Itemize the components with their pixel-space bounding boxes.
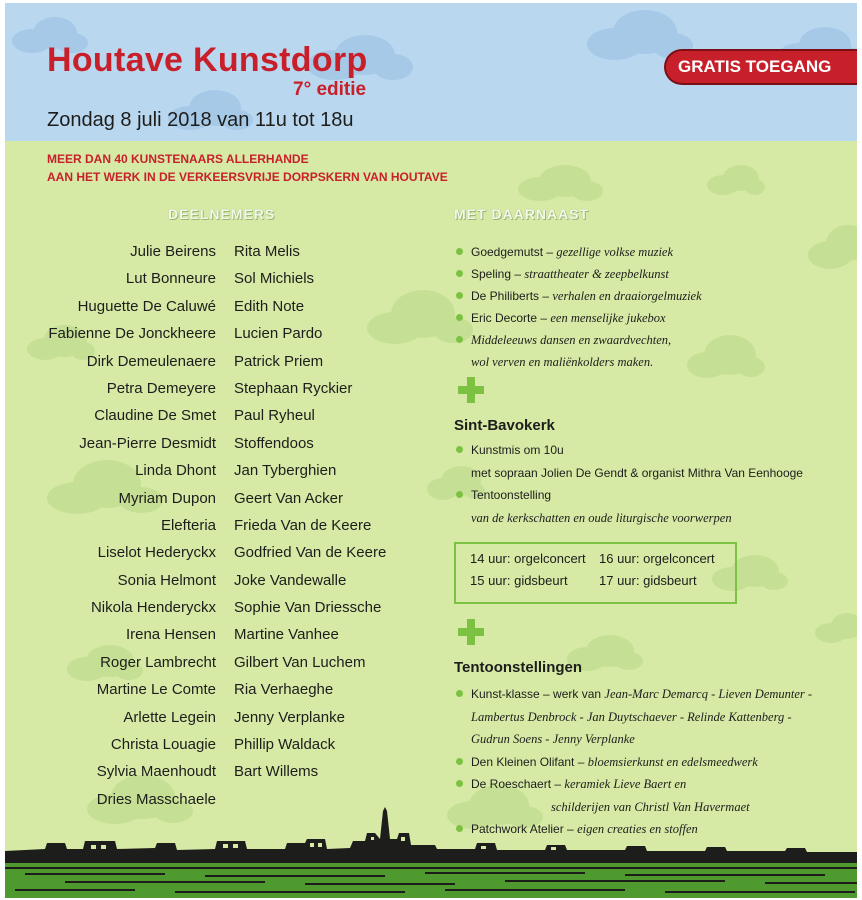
participant-name: Roger Lambrecht <box>100 653 216 671</box>
item-name: Speling <box>471 267 512 281</box>
participant-name: Paul Ryheul <box>234 407 315 425</box>
participant-name: Lut Bonneure <box>125 270 216 288</box>
cloud-icon <box>515 163 605 203</box>
schedule-entry: 17 uur: gidsbeurt <box>599 573 697 588</box>
participant-name: Lucien Pardo <box>234 325 323 343</box>
cloud-icon <box>813 611 857 646</box>
participant-name: Ria Verhaeghe <box>234 681 334 699</box>
participant-name: Bart Willems <box>234 763 319 781</box>
participant-name: Huguette De Caluwé <box>77 297 216 315</box>
participant-name: Jean-Pierre Desmidt <box>79 434 216 452</box>
list-item <box>455 307 855 329</box>
item-separator: – <box>551 777 565 791</box>
edition-label: 7° editie <box>293 79 367 100</box>
participant-name: Irena Hensen <box>125 626 216 644</box>
schedule-entry: 14 uur: orgelconcert <box>470 551 586 566</box>
bullet-icon <box>456 780 463 787</box>
item-separator: – <box>511 267 525 281</box>
item-description: Middeleeuws dansen en zwaardvechten, <box>471 333 672 347</box>
participant-name: Stoffendoos <box>234 434 314 452</box>
participant-name: Sylvia Maenhoudt <box>96 763 216 781</box>
participant-name: Jenny Verplanke <box>234 708 345 726</box>
item-separator: – <box>537 311 551 325</box>
participant-name: Linda Dhont <box>135 462 216 480</box>
participant-name: Gilbert Van Luchem <box>234 653 366 671</box>
item-name: De Roeschaert <box>471 777 552 791</box>
item-separator: – <box>543 245 557 259</box>
item-description: met sopraan Jolien De Gendt & organist Mithra Van Eenhooge <box>471 465 803 480</box>
intro-line-1: MEER DAN 40 KUNSTENAARS ALLERHANDE <box>47 152 309 166</box>
participant-name: Godfried Van de Keere <box>234 544 387 562</box>
item-description: gezellige volkse muziek <box>556 245 674 259</box>
list-item <box>455 263 855 285</box>
bullet-icon <box>456 270 463 277</box>
participant-name: Phillip Waldack <box>234 736 336 754</box>
participant-name: Claudine De Smet <box>94 407 216 425</box>
participant-name: Christa Louagie <box>110 736 216 754</box>
item-separator: – <box>563 822 578 836</box>
item-description: eigen creaties en stoffen <box>577 822 698 836</box>
participant-name: Stephaan Ryckier <box>234 379 353 397</box>
participant-name: Geert Van Acker <box>234 489 343 507</box>
item-description: Lambertus Denbrock - Jan Duytschaever - Relinde Kattenberg - <box>471 709 792 724</box>
plus-icon <box>456 375 486 405</box>
participant-name: Elefteria <box>160 516 216 534</box>
item-separator: – <box>539 289 553 303</box>
participant-name: Martine Le Comte <box>96 681 216 699</box>
participant-name: Patrick Priem <box>234 352 324 370</box>
extras-list <box>455 241 855 373</box>
participant-name: Liselot Hederyckx <box>97 544 216 562</box>
item-description: wol verven en maliënkolders maken. <box>471 355 654 369</box>
participant-name: Petra Demeyere <box>106 379 216 397</box>
participant-name: Nikola Henderyckx <box>90 599 216 617</box>
participant-name: Frieda Van de Keere <box>234 516 372 534</box>
participant-name: Sol Michiels <box>234 270 315 288</box>
item-name: Patchwork Atelier <box>471 822 564 836</box>
event-date: Zondag 8 juli 2018 van 11u tot 18u <box>47 109 354 131</box>
list-item <box>455 683 855 751</box>
schedule-entry: 15 uur: gidsbeurt <box>470 573 568 588</box>
participant-name: Arlette Legein <box>123 708 216 726</box>
list-item <box>455 751 855 774</box>
village-skyline-illustration <box>5 803 857 898</box>
intro-line-2: AAN HET WERK IN DE VERKEERSVRIJE DORPSKERN VAN HOUTAVE <box>47 170 448 184</box>
participants-column-right <box>234 238 434 786</box>
participant-name: Sonia Helmont <box>117 571 216 589</box>
item-description: een menselijke jukebox <box>550 311 666 325</box>
exhibitions-heading: Tentoonstellingen <box>454 659 583 676</box>
item-name: Eric Decorte <box>471 311 538 325</box>
item-description: verhalen en draaiorgelmuziek <box>552 289 702 303</box>
item-separator: – <box>574 754 588 769</box>
schedule-box <box>454 542 737 604</box>
list-item <box>455 285 855 307</box>
participant-name: Jan Tyberghien <box>234 462 337 480</box>
item-description: Jean-Marc Demarcq - Lieven Demunter - <box>604 687 813 701</box>
free-entry-badge: GRATIS TOEGANG <box>666 51 857 83</box>
participant-name: Edith Note <box>234 297 305 315</box>
list-item <box>455 329 855 373</box>
item-name: De Philiberts <box>471 289 540 303</box>
participant-name: Sophie Van Driessche <box>234 599 382 617</box>
item-description: bloemsierkunst en edelsmeedwerk <box>587 754 758 769</box>
item-separator: – werk van <box>539 687 605 701</box>
participant-name: Dirk Demeulenaere <box>86 352 216 370</box>
participant-name: Myriam Dupon <box>118 489 216 507</box>
cloud-icon <box>705 163 765 198</box>
bullet-icon <box>456 292 463 299</box>
bullet-icon <box>456 248 463 255</box>
item-name: Goedgemutst <box>471 245 544 259</box>
bullet-icon <box>456 690 463 697</box>
item-description: schilderijen van Christl Van Havermaet <box>551 799 750 814</box>
extras-heading: MET DAARNAAST <box>454 206 590 222</box>
participants-heading: DEELNEMERS <box>168 206 276 222</box>
participants-column-left <box>45 238 216 813</box>
list-item <box>455 439 855 484</box>
item-name: Kunstmis om 10u <box>471 443 564 457</box>
bullet-icon <box>456 446 463 453</box>
bullet-icon <box>456 314 463 321</box>
participant-name: Dries Masschaele <box>96 790 216 808</box>
participant-name: Joke Vandewalle <box>234 571 347 589</box>
schedule-entry: 16 uur: orgelconcert <box>599 551 715 566</box>
church-list <box>455 439 855 529</box>
participant-name: Rita Melis <box>234 243 300 260</box>
participant-name: Fabienne De Jonckheere <box>48 325 216 343</box>
item-name: Tentoonstelling <box>471 488 552 502</box>
poster <box>5 3 857 898</box>
bullet-icon <box>456 758 463 765</box>
list-item <box>455 484 855 529</box>
list-item <box>455 241 855 263</box>
participant-name: Julie Beirens <box>130 243 216 260</box>
bullet-icon <box>456 336 463 343</box>
item-description: Gudrun Soens - Jenny Verplanke <box>471 732 635 746</box>
participant-name: Martine Vanhee <box>234 626 339 644</box>
item-description: van de kerkschatten en oude liturgische voorwerpen <box>471 510 732 525</box>
church-heading: Sint-Bavokerk <box>454 417 555 434</box>
item-description: keramiek Lieve Baert en <box>564 777 687 791</box>
item-name: Kunst-klasse <box>471 687 540 701</box>
event-title: Houtave Kunstdorp <box>47 41 368 79</box>
item-description: straattheater & zeepbelkunst <box>524 267 669 281</box>
plus-icon <box>456 617 486 647</box>
item-name: Den Kleinen Olifant <box>471 754 575 769</box>
bullet-icon <box>456 491 463 498</box>
